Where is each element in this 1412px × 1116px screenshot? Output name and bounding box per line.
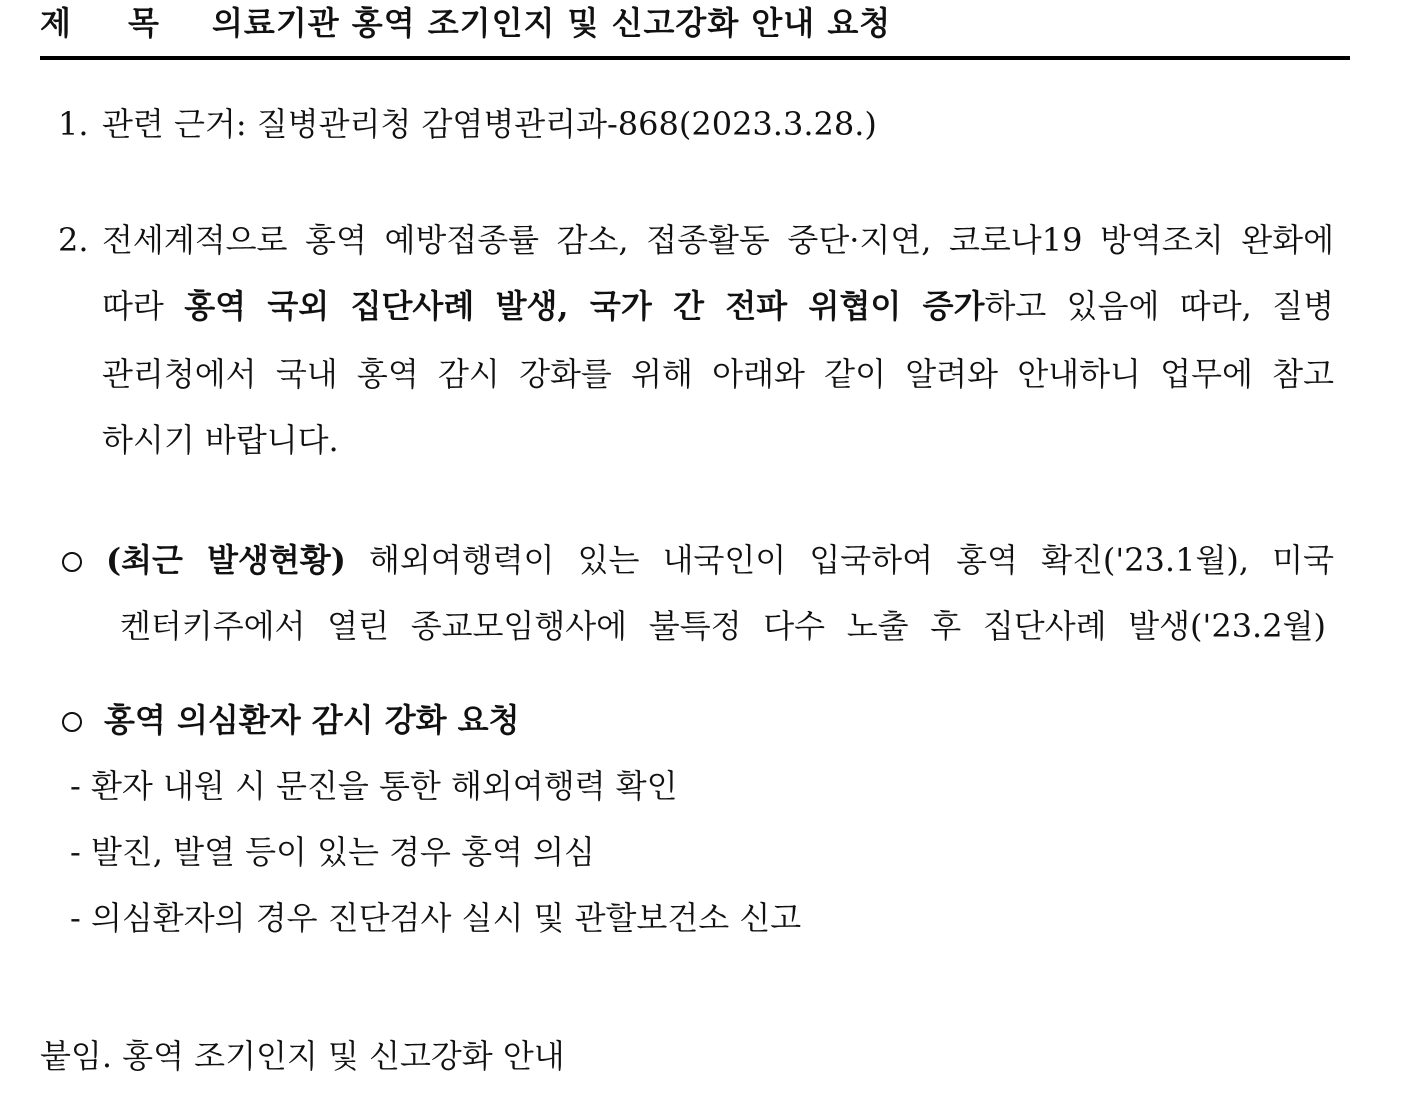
request-subitem-2: - 발진, 발열 등이 있는 경우 홍역 의심 <box>70 833 595 871</box>
subject-title: 의료기관 홍역 조기인지 및 신고강화 안내 요청 <box>212 4 892 42</box>
circle-bullet-icon <box>62 552 82 572</box>
recent-line-1 <box>106 540 1334 580</box>
subject-label-1: 제 <box>40 4 71 42</box>
item-1-text: 관련 근거: 질병관리청 감염병관리과-868(2023.3.28.) <box>102 105 877 143</box>
item-2-number: 2. <box>58 221 89 259</box>
item-2-line-1: 전세계적으로 홍역 예방접종률 감소, 접종활동 중단·지연, 코로나19 방역조치 완화에 <box>102 221 1334 259</box>
attachment-line: 붙임. 홍역 조기인지 및 신고강화 안내 <box>40 1037 565 1075</box>
item-2-line-2-bold: 홍역 국외 집단사례 발생, 국가 간 전파 위협이 증가 <box>184 287 985 325</box>
request-subitem-1: - 환자 내원 시 문진을 통한 해외여행력 확인 <box>70 767 678 805</box>
recent-bold-label: (최근 발생현황) <box>106 541 346 579</box>
recent-line-1-text: 해외여행력이 있는 내국인이 입국하여 홍역 확진('23.1월), 미국 <box>345 541 1334 579</box>
subject-row <box>40 0 1350 60</box>
circle-bullet-icon <box>62 712 82 732</box>
request-subitem-3: - 의심환자의 경우 진단검사 실시 및 관할보건소 신고 <box>70 899 802 937</box>
item-2-line-2-suffix: 하고 있음에 따라, 질병 <box>984 287 1334 325</box>
request-title: 홍역 의심환자 감시 강화 요청 <box>104 701 520 739</box>
item-2-line-2 <box>102 286 1334 326</box>
item-2-line-3: 관리청에서 국내 홍역 감시 강화를 위해 아래와 같이 알려와 안내하니 업무에 참고 <box>102 355 1334 393</box>
item-2-line-2-prefix: 따라 <box>102 287 185 325</box>
recent-line-2: 켄터키주에서 열린 종교모임행사에 불특정 다수 노출 후 집단사례 발생('23.2월) <box>120 607 1326 645</box>
item-2-line-4: 하시기 바랍니다. <box>102 421 339 459</box>
subject-label-2: 목 <box>128 4 159 42</box>
item-1-number: 1. <box>58 105 89 143</box>
